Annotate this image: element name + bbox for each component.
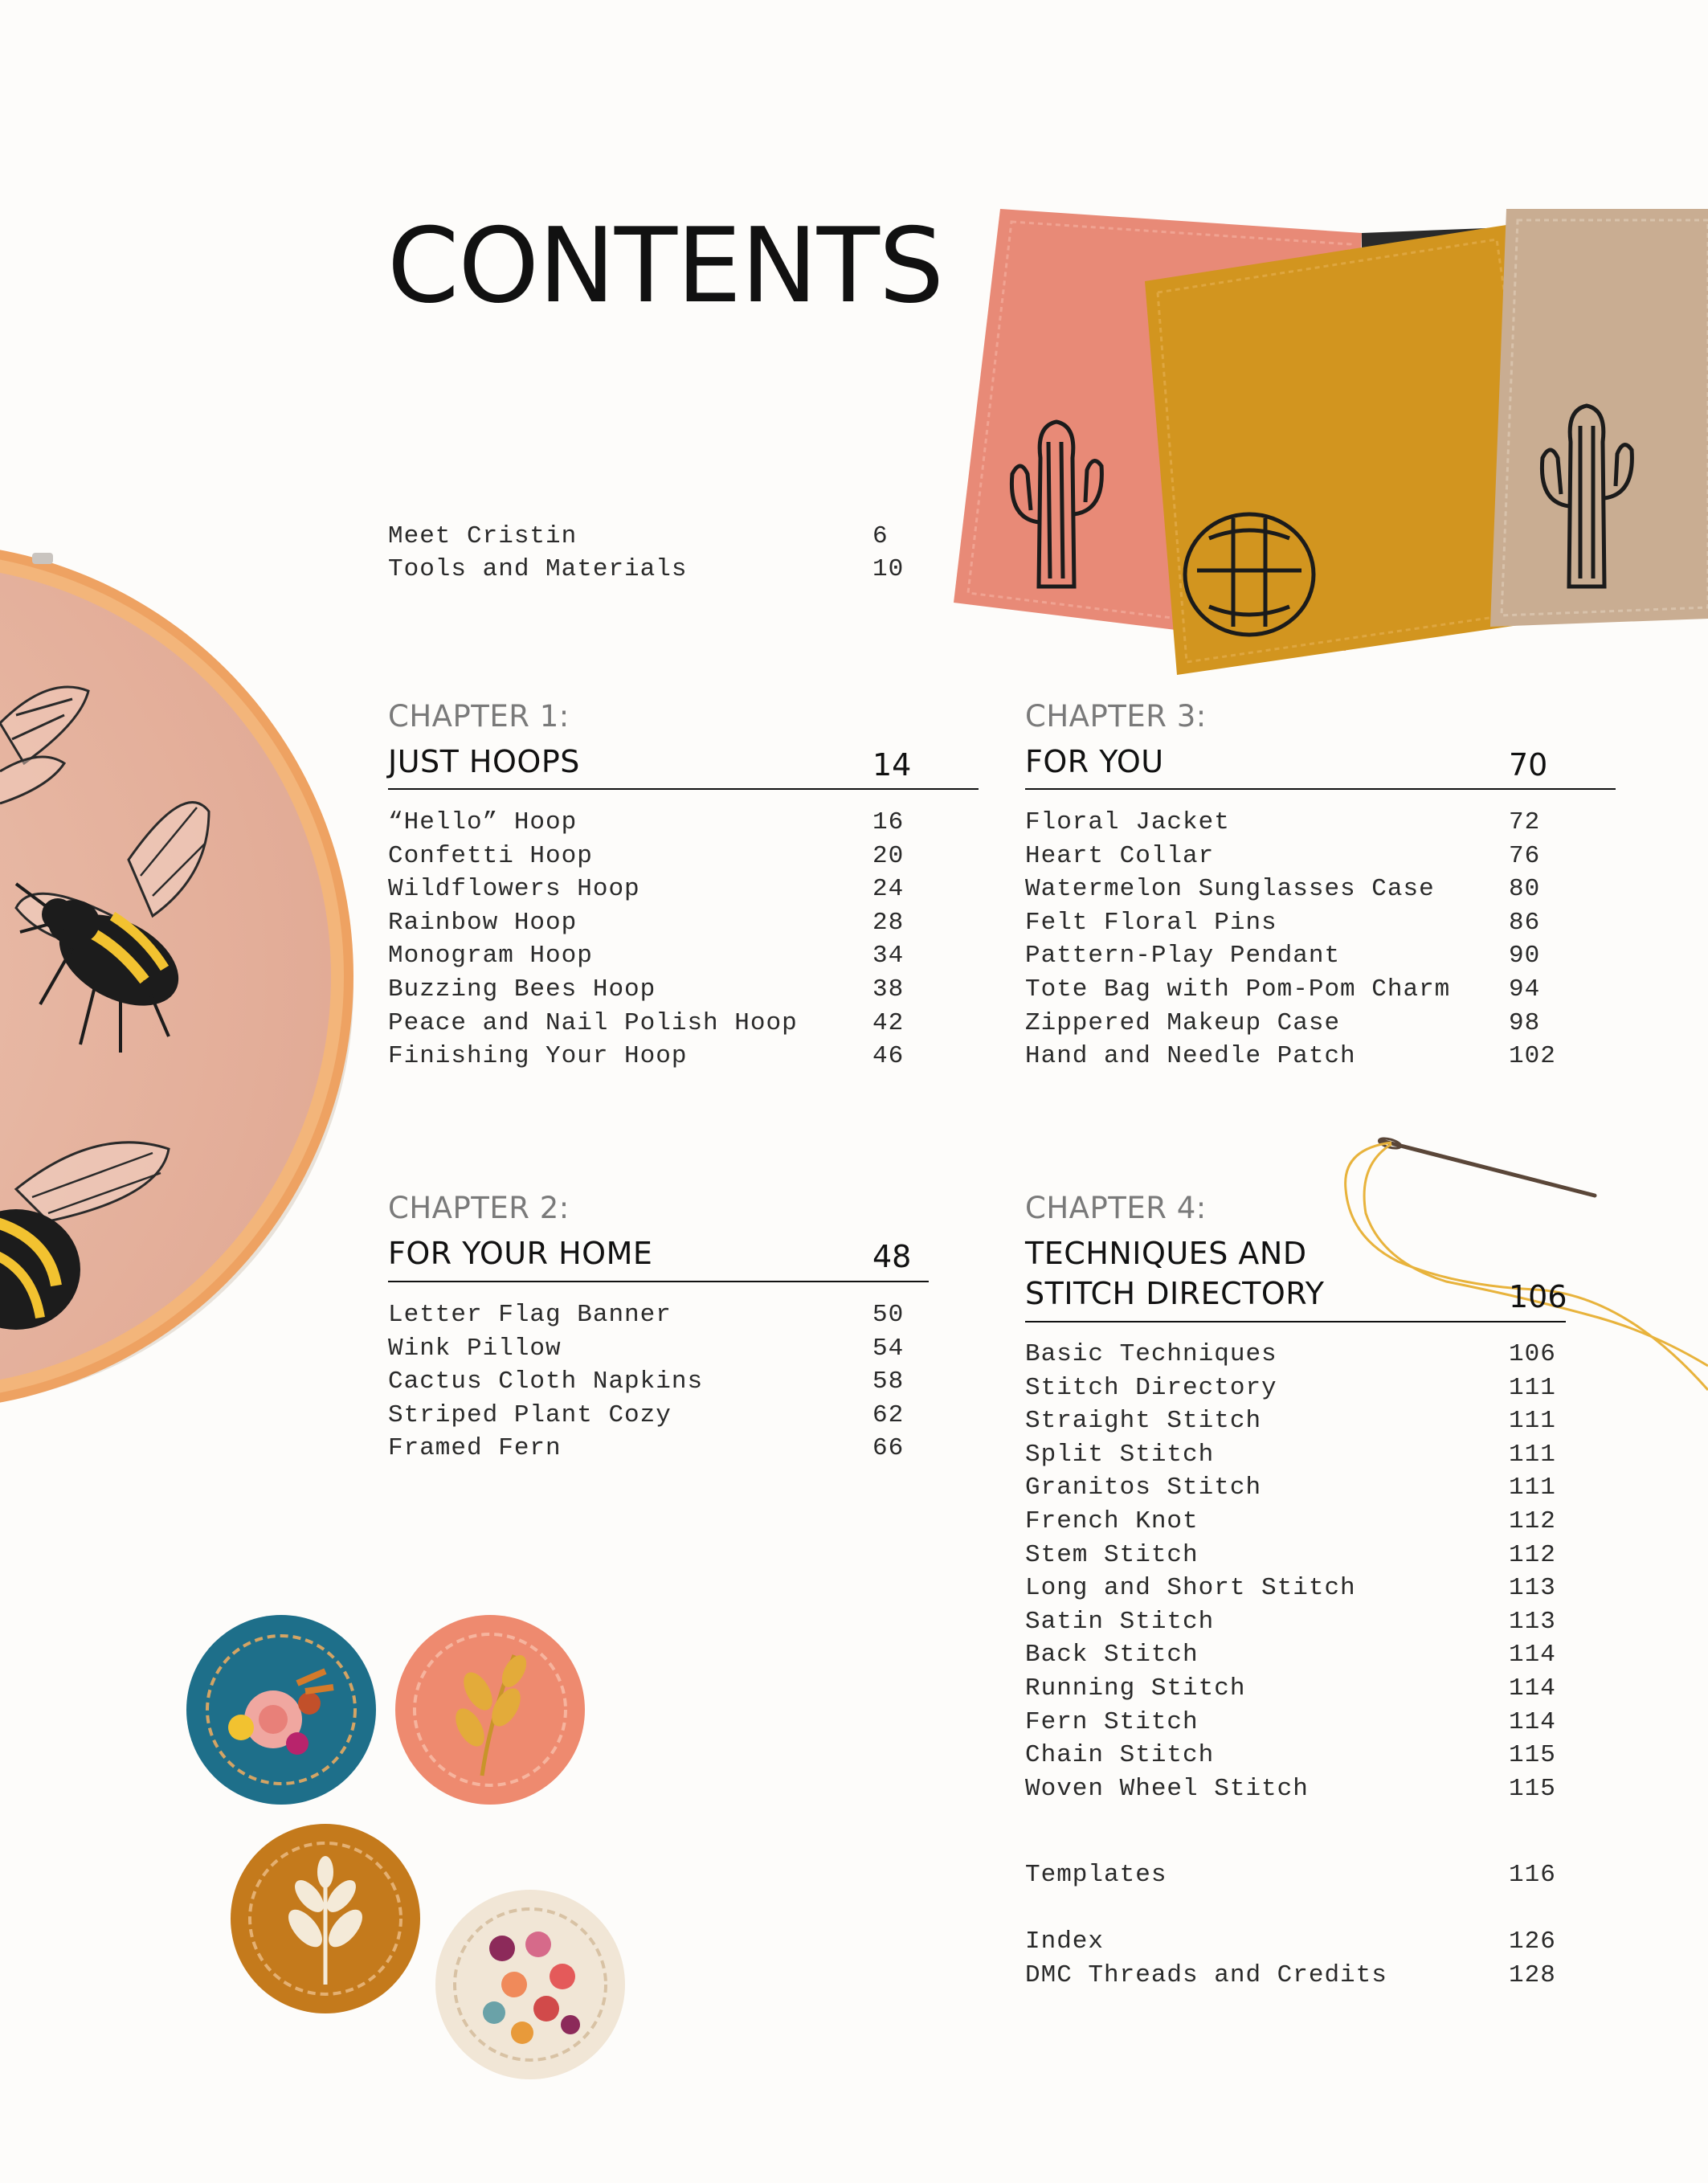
- toc-entry-page: 116: [1509, 1861, 1556, 1889]
- toc-entry-label: Running Stitch: [1025, 1674, 1246, 1703]
- toc-entry-page: 113: [1509, 1574, 1556, 1603]
- chapter-title-line-2[interactable]: STITCH DIRECTORY: [1025, 1276, 1325, 1311]
- mustard-pin: [231, 1824, 420, 2013]
- toc-entry-label: Felt Floral Pins: [1025, 908, 1277, 937]
- toc-entry[interactable]: [1025, 939, 1620, 973]
- chapter-items: [388, 1298, 950, 1467]
- toc-entry-label: Peace and Nail Polish Hoop: [388, 1008, 798, 1037]
- toc-entry-label: Rainbow Hoop: [388, 908, 578, 937]
- toc-entry-page: 86: [1509, 908, 1541, 937]
- embroidery-hoop-photo: [0, 530, 370, 1438]
- toc-entry-label: Heart Collar: [1025, 841, 1215, 870]
- toc-entry-page: 114: [1509, 1641, 1556, 1670]
- napkins-photo: [944, 201, 1708, 683]
- toc-entry-label: Straight Stitch: [1025, 1407, 1262, 1436]
- toc-entry[interactable]: [388, 840, 983, 873]
- toc-entry[interactable]: [1025, 1338, 1620, 1372]
- chapter-rule: [388, 788, 979, 790]
- toc-entry-label: Buzzing Bees Hoop: [388, 975, 656, 1004]
- toc-entry-label: Meet Cristin: [388, 522, 578, 550]
- toc-entry[interactable]: [388, 1298, 950, 1332]
- toc-entry-page: 98: [1509, 1008, 1541, 1037]
- coral-pin: [395, 1615, 585, 1805]
- toc-entry[interactable]: [388, 520, 902, 554]
- toc-entry-page: 115: [1509, 1774, 1556, 1803]
- toc-entry-page: 72: [1509, 808, 1541, 836]
- toc-entry-label: Stitch Directory: [1025, 1373, 1277, 1402]
- toc-entry[interactable]: [388, 1365, 950, 1399]
- toc-entry[interactable]: [388, 1332, 950, 1366]
- toc-entry[interactable]: [1025, 1471, 1620, 1505]
- cream-pin: [435, 1890, 625, 2079]
- toc-entry-label: Stem Stitch: [1025, 1540, 1199, 1569]
- toc-entry[interactable]: [388, 806, 983, 840]
- toc-entry[interactable]: [1025, 1539, 1620, 1572]
- toc-entry[interactable]: [1025, 873, 1620, 906]
- toc-entry-label: Finishing Your Hoop: [388, 1042, 688, 1071]
- toc-entry-label: Fern Stitch: [1025, 1707, 1199, 1736]
- chapter-title[interactable]: TECHNIQUES AND: [1025, 1236, 1307, 1271]
- toc-entry-page: 128: [1509, 1961, 1556, 1989]
- toc-entry[interactable]: [1025, 1438, 1620, 1472]
- toc-entry[interactable]: [1025, 1672, 1620, 1706]
- chapter-kicker: CHAPTER 1:: [388, 699, 570, 734]
- intro-list: [388, 520, 905, 592]
- toc-entry-label: Monogram Hoop: [388, 942, 593, 971]
- toc-entry[interactable]: [1025, 1858, 1620, 1892]
- chapter-items: [1025, 1338, 1620, 1812]
- toc-entry[interactable]: [388, 906, 983, 940]
- toc-entry-label: Hand and Needle Patch: [1025, 1042, 1356, 1071]
- toc-entry[interactable]: [388, 1007, 983, 1040]
- toc-entry[interactable]: [388, 939, 983, 973]
- toc-entry[interactable]: [1025, 1572, 1620, 1605]
- toc-entry-page: 54: [872, 1334, 905, 1363]
- chapter-3: [1025, 699, 1620, 1077]
- chapter-page: 48: [872, 1239, 912, 1274]
- toc-entry-page: 50: [872, 1301, 905, 1329]
- chapter-kicker: CHAPTER 2:: [388, 1191, 570, 1225]
- toc-entry-label: Chain Stitch: [1025, 1741, 1215, 1770]
- toc-entry-page: 114: [1509, 1707, 1556, 1736]
- toc-entry-label: Cactus Cloth Napkins: [388, 1367, 704, 1396]
- toc-entry-label: Tote Bag with Pom-Pom Charm: [1025, 975, 1451, 1004]
- toc-entry-label: DMC Threads and Credits: [1025, 1961, 1387, 1989]
- toc-entry-page: 42: [872, 1008, 905, 1037]
- chapter-title[interactable]: FOR YOUR HOME: [388, 1236, 653, 1271]
- toc-entry-page: 66: [872, 1434, 905, 1463]
- toc-entry-label: Watermelon Sunglasses Case: [1025, 875, 1435, 904]
- toc-entry-label: Woven Wheel Stitch: [1025, 1774, 1309, 1803]
- toc-entry-label: Basic Techniques: [1025, 1340, 1277, 1368]
- chapter-page: 106: [1509, 1279, 1567, 1314]
- toc-entry[interactable]: [1025, 1605, 1620, 1639]
- chapter-items: [1025, 806, 1620, 1071]
- toc-entry-label: Index: [1025, 1927, 1105, 1956]
- toc-entry[interactable]: [1025, 1925, 1620, 1959]
- toc-entry-page: 58: [872, 1367, 905, 1396]
- chapter-rule: [1025, 788, 1616, 790]
- chapter-4: [1025, 1191, 1620, 1817]
- toc-entry-label: Wildflowers Hoop: [388, 875, 640, 904]
- page-title: CONTENTS: [387, 206, 944, 326]
- toc-entry-label: Wink Pillow: [388, 1334, 562, 1363]
- toc-entry-label: Tools and Materials: [388, 555, 688, 583]
- toc-entry-label: Framed Fern: [388, 1434, 562, 1463]
- toc-entry[interactable]: [1025, 1404, 1620, 1438]
- toc-entry-page: 111: [1509, 1407, 1556, 1436]
- chapter-1: [388, 699, 983, 1077]
- linen-napkin: [1490, 209, 1708, 627]
- toc-entry-label: Satin Stitch: [1025, 1607, 1215, 1636]
- toc-entry-label: “Hello” Hoop: [388, 808, 578, 836]
- toc-entry-label: Letter Flag Banner: [388, 1301, 672, 1329]
- toc-entry[interactable]: [388, 1399, 950, 1433]
- toc-entry-page: 62: [872, 1400, 905, 1429]
- toc-entry-page: 76: [1509, 841, 1541, 870]
- toc-entry-page: 106: [1509, 1340, 1556, 1368]
- toc-entry-page: 16: [872, 808, 905, 836]
- toc-entry[interactable]: [1025, 1372, 1620, 1405]
- toc-entry-page: 112: [1509, 1507, 1556, 1535]
- toc-entry[interactable]: [1025, 1706, 1620, 1739]
- toc-entry-label: Granitos Stitch: [1025, 1474, 1262, 1502]
- toc-entry-label: Split Stitch: [1025, 1440, 1215, 1469]
- toc-entry-label: Pattern-Play Pendant: [1025, 942, 1341, 971]
- chapter-page: 14: [872, 747, 912, 783]
- toc-entry-label: Templates: [1025, 1861, 1167, 1889]
- chapter-2: [388, 1191, 950, 1480]
- toc-entry-label: French Knot: [1025, 1507, 1199, 1535]
- toc-entry-page: 111: [1509, 1440, 1556, 1469]
- toc-entry-label: Long and Short Stitch: [1025, 1574, 1356, 1603]
- toc-entry[interactable]: [1025, 806, 1620, 840]
- toc-entry-page: 113: [1509, 1607, 1556, 1636]
- toc-entry[interactable]: [1025, 1772, 1620, 1806]
- toc-entry-label: Back Stitch: [1025, 1641, 1199, 1670]
- toc-entry-page: 115: [1509, 1741, 1556, 1770]
- toc-entry-label: Confetti Hoop: [388, 841, 593, 870]
- chapter-items: [388, 806, 983, 1071]
- toc-entry-page: 112: [1509, 1540, 1556, 1569]
- toc-entry-page: 38: [872, 975, 905, 1004]
- toc-entry[interactable]: [1025, 1638, 1620, 1672]
- toc-entry-page: 114: [1509, 1674, 1556, 1703]
- toc-entry[interactable]: [388, 1040, 983, 1073]
- toc-entry[interactable]: [1025, 906, 1620, 940]
- chapter-title[interactable]: FOR YOU: [1025, 744, 1164, 779]
- toc-entry[interactable]: [388, 873, 983, 906]
- toc-entry-label: Striped Plant Cozy: [388, 1400, 672, 1429]
- toc-entry-page: 111: [1509, 1373, 1556, 1402]
- toc-entry-page: 24: [872, 875, 905, 904]
- toc-entry[interactable]: [1025, 1959, 1620, 1993]
- toc-entry-page: 111: [1509, 1474, 1556, 1502]
- chapter-kicker: CHAPTER 4:: [1025, 1191, 1207, 1225]
- toc-entry[interactable]: [1025, 840, 1620, 873]
- toc-entry-label: Floral Jacket: [1025, 808, 1230, 836]
- chapter-page: 70: [1509, 747, 1548, 783]
- toc-entry-page: 80: [1509, 875, 1541, 904]
- felt-pins-photo: [177, 1607, 691, 2089]
- toc-entry-page: 34: [872, 942, 905, 971]
- toc-entry-page: 126: [1509, 1927, 1556, 1956]
- chapter-rule: [388, 1281, 929, 1282]
- toc-entry[interactable]: [388, 973, 983, 1007]
- toc-entry[interactable]: [1025, 1505, 1620, 1539]
- teal-pin: [186, 1615, 376, 1805]
- toc-entry-page: 20: [872, 841, 905, 870]
- toc-entry-page: 28: [872, 908, 905, 937]
- toc-entry[interactable]: [388, 553, 905, 587]
- toc-entry-page: 94: [1509, 975, 1541, 1004]
- toc-entry-page: 46: [872, 1042, 905, 1071]
- chapter-kicker: CHAPTER 3:: [1025, 699, 1207, 734]
- back-matter-list: [1025, 1858, 1620, 2011]
- toc-entry-page: 102: [1509, 1042, 1556, 1071]
- chapter-title[interactable]: JUST HOOPS: [388, 744, 580, 779]
- toc-entry-page: 90: [1509, 942, 1541, 971]
- toc-entry-label: Zippered Makeup Case: [1025, 1008, 1341, 1037]
- chapter-rule: [1025, 1321, 1566, 1322]
- toc-entry-page: 10: [872, 555, 905, 583]
- toc-entry[interactable]: [388, 1432, 950, 1466]
- toc-entry[interactable]: [1025, 973, 1620, 1007]
- toc-entry[interactable]: [1025, 1007, 1620, 1040]
- toc-entry-page: 6: [872, 522, 889, 550]
- toc-entry[interactable]: [1025, 1040, 1620, 1073]
- toc-entry[interactable]: [1025, 1739, 1620, 1772]
